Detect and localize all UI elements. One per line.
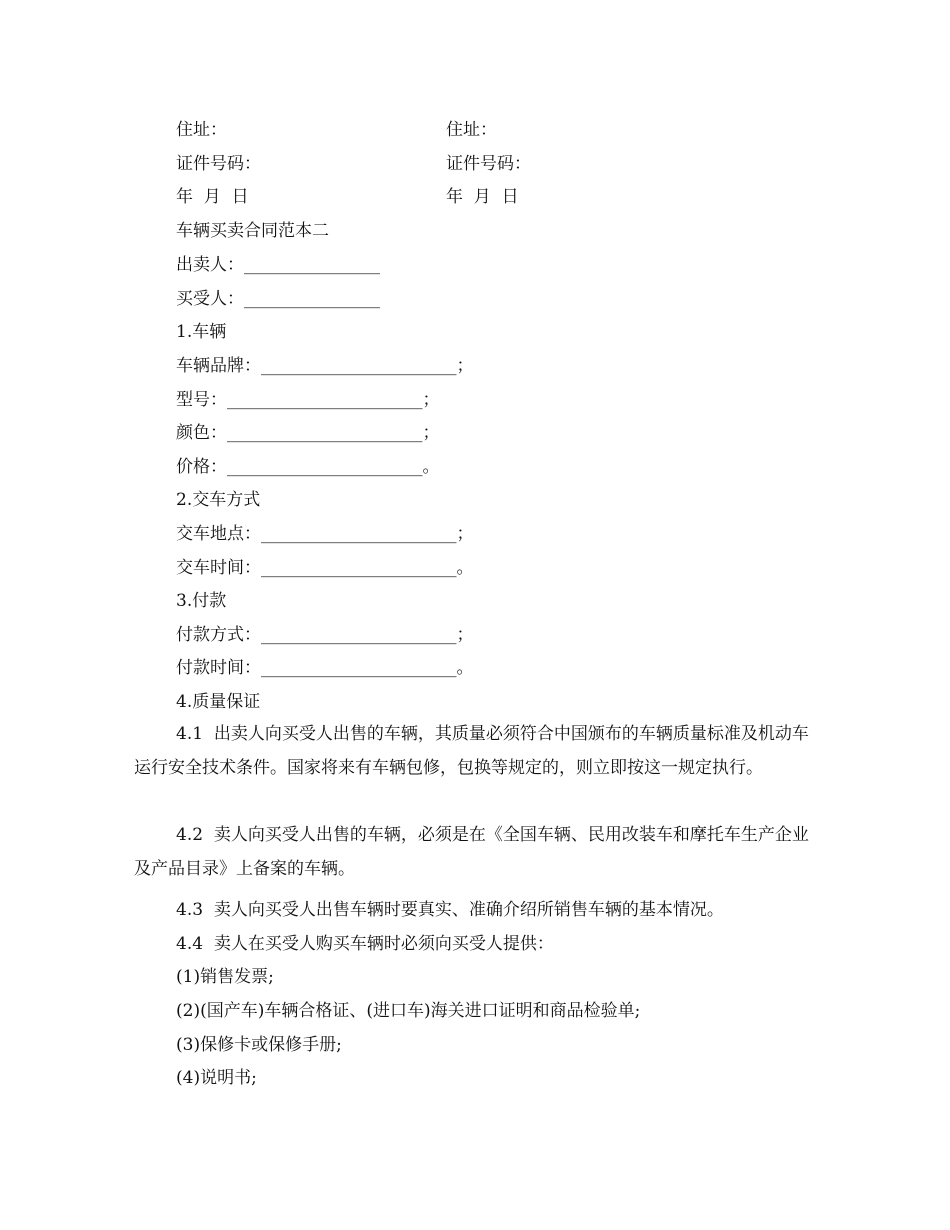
list-item: (4)说明书; — [176, 1068, 257, 1088]
right-id-number-label: 证件号码： — [446, 154, 531, 174]
contract-title: 车辆买卖合同范本二 — [176, 221, 329, 241]
clause-4-4: 4.4 卖人在买受人购买车辆时必须向买受人提供： — [176, 934, 554, 954]
payment-time-line: 付款时间：_______________________。 — [176, 658, 474, 678]
right-date-label: 年 月 日 — [446, 187, 519, 207]
right-address-label: 住址： — [446, 120, 497, 140]
delivery-place-line: 交车地点：_______________________； — [176, 524, 474, 544]
list-item: (1)销售发票; — [176, 967, 274, 987]
buyer-line: 买受人：________________ — [176, 289, 380, 309]
left-date-label: 年 月 日 — [176, 187, 249, 207]
seller-line: 出卖人：________________ — [176, 255, 380, 275]
list-item: (2)(国产车)车辆合格证、(进口车)海关进口证明和商品检验单; — [176, 1001, 641, 1021]
section1-heading: 1.车辆 — [176, 322, 227, 342]
section3-heading: 3.付款 — [176, 591, 227, 611]
section4-heading: 4.质量保证 — [176, 692, 261, 712]
vehicle-price-line: 价格：_______________________。 — [176, 457, 440, 477]
vehicle-brand-line: 车辆品牌：_______________________； — [176, 356, 474, 376]
section2-heading: 2.交车方式 — [176, 490, 261, 510]
left-id-number-label: 证件号码： — [176, 154, 261, 174]
vehicle-model-line: 型号：_______________________； — [176, 390, 440, 410]
clause-4-1: 4.1 出卖人向买受人出售的车辆，其质量必须符合中国颁布的车辆质量标准及机动车运行安全技术条件。国家将来有车辆包修，包换等规定的，则立即按这一规定执行。 — [134, 724, 809, 778]
clause-4-2: 4.2 卖人向买受人出售的车辆，必须是在《全国车辆、民用改装车和摩托车生产企业及产品目录》上备案的车辆。 — [134, 825, 809, 879]
left-address-label: 住址： — [176, 120, 227, 140]
vehicle-color-line: 颜色：_______________________； — [176, 423, 440, 443]
clause-4-3: 4.3 卖人向买受人出售车辆时要真实、准确介绍所销售车辆的基本情况。 — [176, 900, 724, 920]
payment-method-line: 付款方式：_______________________； — [176, 625, 474, 645]
list-item: (3)保修卡或保修手册; — [176, 1035, 342, 1055]
delivery-time-line: 交车时间：_______________________。 — [176, 558, 474, 578]
